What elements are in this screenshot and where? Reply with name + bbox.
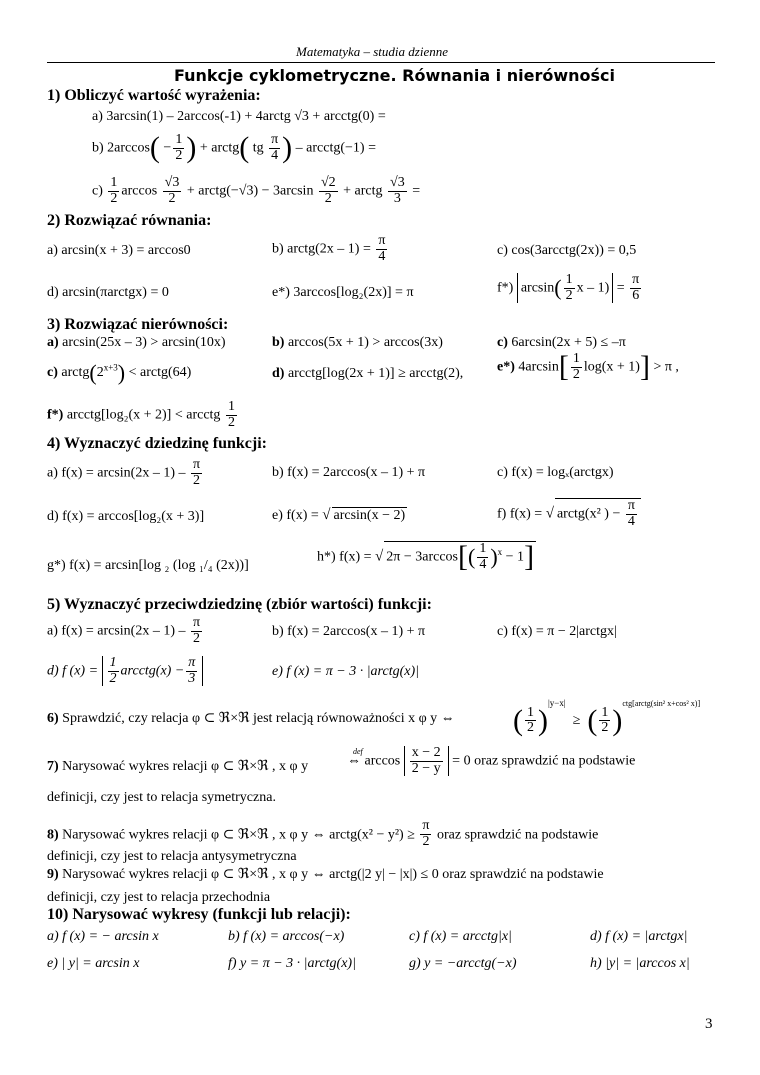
s6-item: 6) Sprawdzić, czy relacja φ ⊂ ℜ×ℜ jest relacją równoważności x φ y ⇔ <box>47 711 455 726</box>
section-3-heading: 3) Rozwiązać nierówności: <box>47 316 229 333</box>
header-rule <box>47 62 715 63</box>
s4-item-d: d) f(x) = arccos[log₂(x + 3)] <box>47 509 205 524</box>
s10-item-e: e) | y| = arcsin x <box>47 956 140 971</box>
s3-item-d: d) arcctg[log(2x + 1)] ≥ arcctg(2), <box>272 366 464 381</box>
s4-item-g: g*) f(x) = arcsin[log ₂ (log ₁/₄ (2x))] <box>47 558 249 573</box>
s3-item-c: c) 6arcsin(2x + 5) ≤ –π <box>497 335 626 350</box>
s2-item-c: c) cos(3arcctg(2x)) = 0,5 <box>497 243 637 258</box>
s4-item-a: a) f(x) = arcsin(2x – 1) – $\frac{\pi}{2}$ <box>47 457 201 488</box>
s10-item-b: b) f (x) = arccos(−x) <box>228 929 345 944</box>
s3-item-c2: c) $arctg(2^{x+3})$ < arctg(64) <box>47 360 192 385</box>
s10-item-h: h) |y| = |arccos x| <box>590 956 690 971</box>
section-1-heading: 1) Obliczyć wartość wyrażenia: <box>47 87 261 104</box>
s8-line2: definicji, czy jest to relacja antysymetryczna <box>47 849 297 864</box>
s2-item-f: f*) arcsin( $\frac{1}{2}$ x – 1) = $\frac{\pi}{6}$ <box>497 272 640 303</box>
s4-item-c: c) f(x) = logₓ(arctgx) <box>497 465 614 480</box>
s2-item-e: e*) 3arccos[log₂(2x)] = π <box>272 285 414 300</box>
s10-item-c: c) f (x) = arcctg|x| <box>409 929 512 944</box>
page-title: Funkcje cyklometryczne. Równania i nierówności <box>174 66 615 85</box>
s9-item: 9) Narysować wykres relacji φ ⊂ ℜ×ℜ , x φ y ⇔ arctg(|2 y| − |x|) ≤ 0 oraz sprawdzić na podstawie <box>47 867 604 882</box>
section-5-heading: 5) Wyznaczyć przeciwdziedzinę (zbiór wartości) funkcji: <box>47 596 432 613</box>
s3-item-f: f*) arcctg[log₂(x + 2)] < arcctg $\frac{1}{2}$ <box>47 399 235 430</box>
s3-item-e: e*) 4arcsin[ $\frac{1}{2}$ log(x + 1)] > π , <box>497 350 679 384</box>
s4-item-e: e) f(x) = √ arcsin(x − 2) <box>272 507 406 523</box>
s7-def-mark: def <box>353 747 363 756</box>
section-2-heading: 2) Rozwiązać równania: <box>47 212 212 229</box>
section-4-heading: 4) Wyznaczyć dziedzinę funkcji: <box>47 435 267 452</box>
page-number: 3 <box>705 1016 713 1032</box>
s7-item: 7) Narysować wykres relacji φ ⊂ ℜ×ℜ , x φ y <box>47 759 309 774</box>
s1-item-b: b) 2arccos( − $\frac{1}{2}$ ) + arctg( tg $\frac{\pi}{4}$ ) – arcctg(−1) = <box>92 131 376 165</box>
s7-expression: ⇔ arccos $\frac{x - 2}{2 - y}$ = 0 oraz sprawdzić na podstawie <box>347 745 636 776</box>
s8-item: 8) Narysować wykres relacji φ ⊂ ℜ×ℜ , x φ y ⇔ arctg(x² − y²) ≥ $\frac{\pi}{2}$ oraz sprawdzić na podstawie <box>47 818 599 849</box>
s2-item-d: d) arcsin(πarctgx) = 0 <box>47 285 169 300</box>
s10-item-f: f) y = π − 3 · |arctg(x)| <box>228 956 356 971</box>
running-head: Matematyka – studia dzienne <box>296 44 448 59</box>
s9-line2: definicji, czy jest to relacja przechodnia <box>47 890 271 905</box>
s1-item-c: c) $\frac{1}{2}$ arccos $\frac{√3}{2}$ + arctg(−√3) − 3arcsin $\frac{√2}{2}$ + arctg $\frac{√3}{3}$ = <box>92 175 421 206</box>
section-10-heading: 10) Narysować wykresy (funkcji lub relacji): <box>47 906 351 923</box>
s4-item-b: b) f(x) = 2arccos(x – 1) + π <box>272 465 426 480</box>
s5-item-c: c) f(x) = π − 2|arctgx| <box>497 624 617 639</box>
s4-item-f: f) f(x) = √ arctg(x² ) − $\frac{\pi}{4}$ <box>497 498 641 529</box>
s4-item-h: h*) f(x) = √ 2π − 3arccos[( $\frac{1}{4}$ )$^x$ − 1] <box>317 540 535 574</box>
s3-item-a: a) arcsin(25x – 3) > arcsin(10x) <box>47 335 226 350</box>
s1-item-a: a) 3arcsin(1) – 2arccos(-1) + 4arctg √3 + arcctg(0) = <box>92 109 386 124</box>
s10-item-a: a) f (x) = − arcsin x <box>47 929 159 944</box>
s5-item-b: b) f(x) = 2arccos(x – 1) + π <box>272 624 426 639</box>
s10-item-d: d) f (x) = |arctgx| <box>590 929 688 944</box>
s10-item-g: g) y = −arcctg(−x) <box>409 956 517 971</box>
s5-item-e: e) f (x) = π − 3 · |arctg(x)| <box>272 664 419 679</box>
s2-item-b: b) arctg(2x – 1) = $\frac{\pi}{4}$ <box>272 233 386 264</box>
s5-item-a: a) f(x) = arcsin(2x – 1) – $\frac{\pi}{2}$ <box>47 615 201 646</box>
s7-line2: definicji, czy jest to relacja symetryczna. <box>47 790 276 805</box>
s2-item-a: a) arcsin(x + 3) = arccos0 <box>47 243 191 258</box>
s5-item-d: d) f (x) = $\frac{1}{2}$ arcctg(x) − $\frac{\pi}{3}$ <box>47 656 203 686</box>
s3-item-b: b) arccos(5x + 1) > arccos(3x) <box>272 335 443 350</box>
s6-expression: ( $\frac{1}{2}$ )$^{|y-x|}$ ≥ ( $\frac{1}{2}$ )$^{ctg[arctg(sin^2 x+cos^2 x)]}$ <box>513 698 701 737</box>
